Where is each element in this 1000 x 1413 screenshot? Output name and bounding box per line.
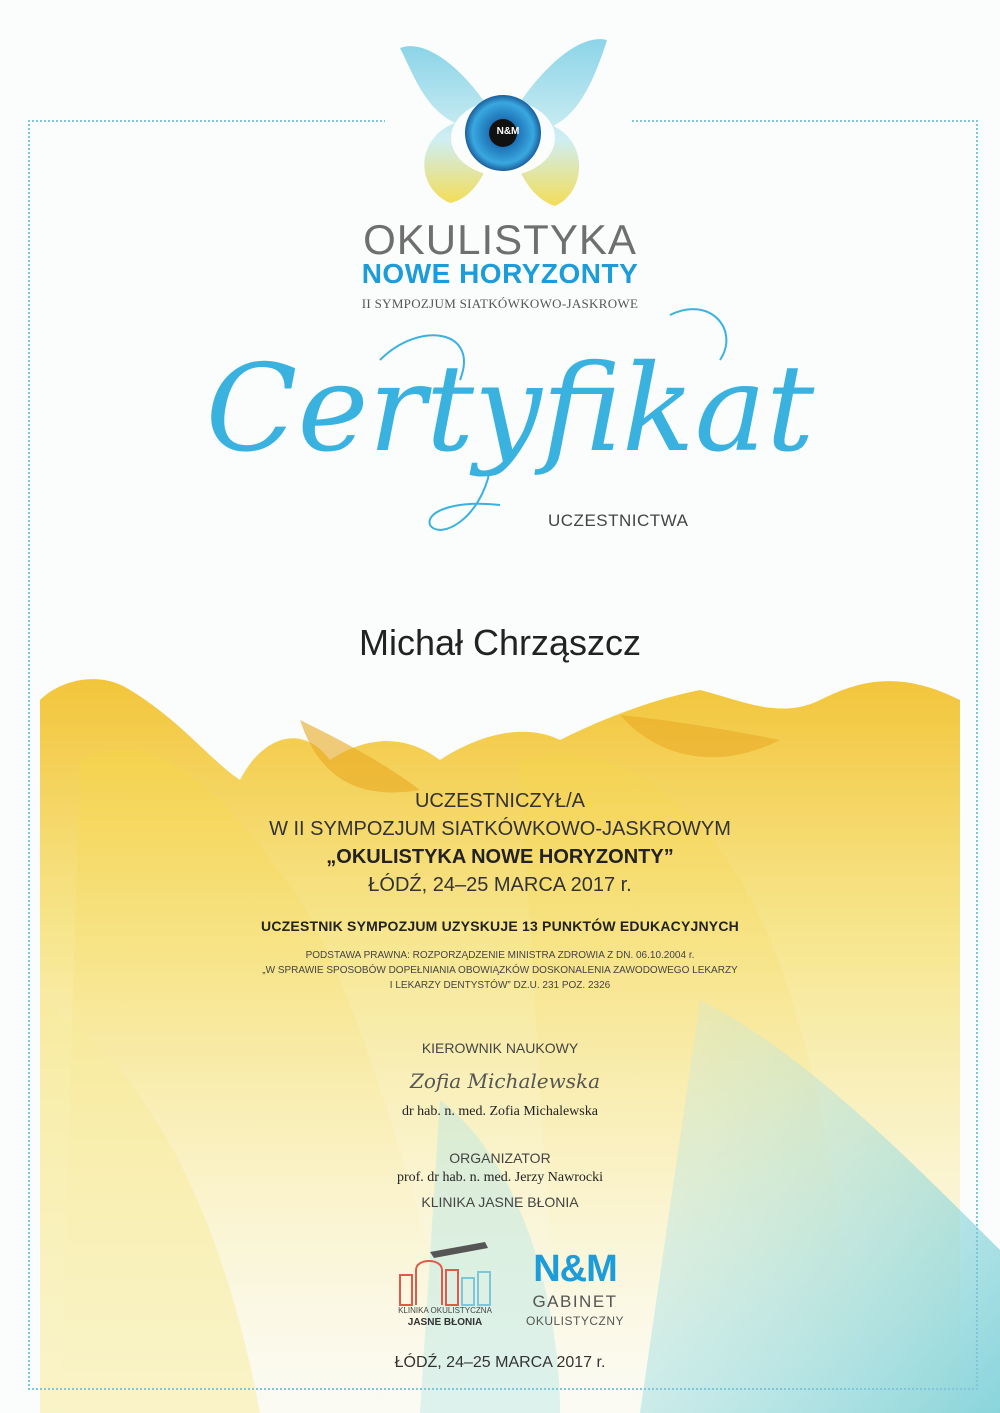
nm-logo-line1: GABINET	[532, 1292, 618, 1311]
certificate-kind: UCZESTNICTWA	[548, 511, 689, 530]
organizer-label: ORGANIZATOR	[449, 1150, 551, 1166]
scientific-head-label: KIEROWNIK NAUKOWY	[421, 1040, 579, 1056]
legal-basis-line1: PODSTAWA PRAWNA: ROZPORZĄDZENIE MINISTRA ZDROWIA Z DN. 06.10.2004 r.	[305, 950, 695, 961]
symposium-text: W II SYMPOZJUM SIATKÓWKOWO-JASKROWYM	[269, 818, 731, 840]
education-points: UCZESTNIK SYMPOZJUM UZYSKUJE 13 PUNKTÓW EDUKACYJNYCH	[261, 918, 739, 934]
event-edition: II SYMPOZJUM SIATKÓWKOWO-JASKROWE	[361, 296, 639, 311]
nm-logo-mark: N&M	[533, 1248, 617, 1290]
signature-text: Zofia Michalewska	[409, 1069, 601, 1093]
symposium-name: „OKULISTYKA NOWE HORYZONTY”	[326, 846, 674, 868]
event-date-location: ŁÓDŹ, 24–25 MARCA 2017 r.	[368, 874, 632, 896]
participated-text: UCZESTNICZYŁ/A	[414, 790, 586, 812]
event-subtitle: NOWE HORYZONTY	[361, 258, 639, 289]
organizer-clinic: KLINIKA JASNE BŁONIA	[421, 1194, 579, 1210]
clinic-logo-line1: KLINIKA OKULISTYCZNA	[398, 1306, 492, 1315]
clinic-logo-line2: JASNE BŁONIA	[407, 1317, 483, 1328]
certificate-title: Certyfikat	[205, 340, 815, 479]
signature	[400, 1060, 610, 1100]
certificate-heading	[205, 300, 815, 560]
legal-basis-line2: „W SPRAWIE SPOSOBÓW DOPEŁNIANIA OBOWIĄZKÓW DOSKONALENIA ZAWODOWEGO LEKARZY	[262, 965, 738, 976]
event-title: OKULISTYKA	[363, 216, 637, 263]
participant-name: Michał Chrząszcz	[358, 622, 642, 663]
butterfly-eye-logo	[395, 28, 610, 213]
organizer-name: prof. dr hab. n. med. Jerzy Nawrocki	[396, 1170, 604, 1185]
footer-date: ŁÓDŹ, 24–25 MARCA 2017 r.	[394, 1354, 606, 1371]
scientific-head-name: dr hab. n. med. Zofia Michalewska	[402, 1104, 598, 1119]
logo-mark: N&M	[496, 126, 520, 137]
nm-logo-line2: OKULISTYCZNY	[525, 1314, 624, 1328]
legal-basis-line3: I LEKARZY DENTYSTÓW” DZ.U. 231 POZ. 2326	[389, 980, 611, 991]
